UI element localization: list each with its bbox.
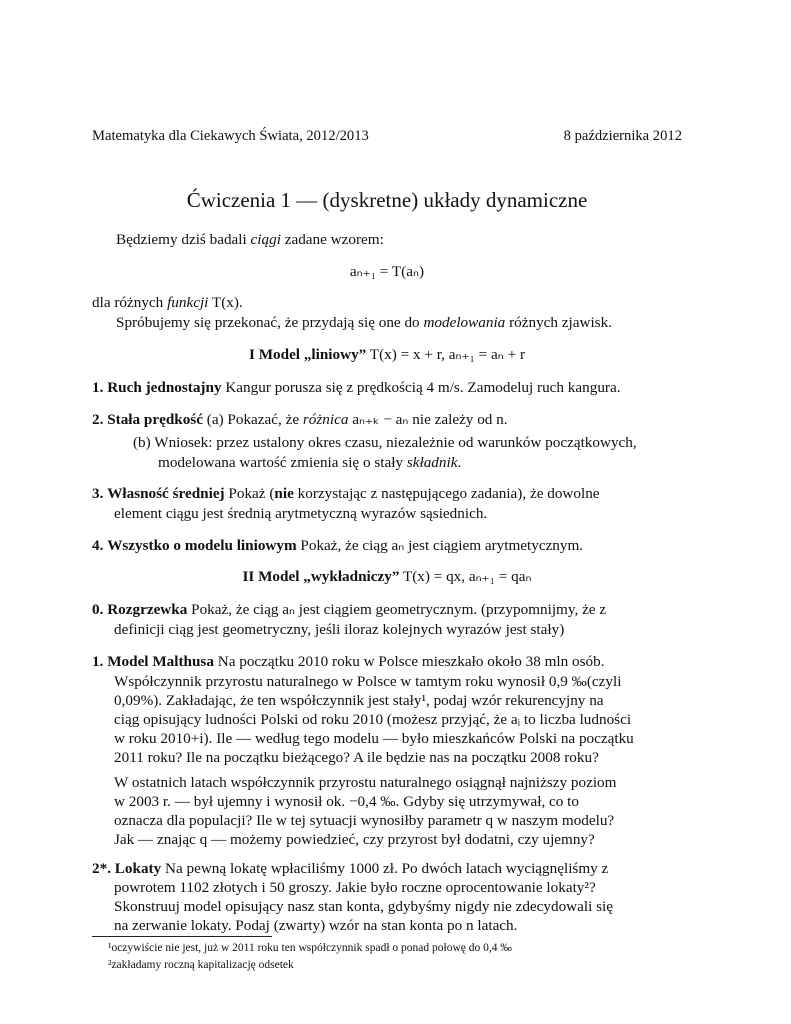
exercise-1-1 [92, 377, 682, 399]
exercise-title: Wszystko o modelu liniowym [107, 537, 297, 554]
exercise-title: Ruch jednostajny [107, 379, 222, 396]
exercise-title: Model Malthusa [107, 653, 214, 670]
exercise-2-1-p2-line: w 2003 r. — był ujemny i wynosił ok. −0,4 ‰. Gdyby się utrzymywał, co to [114, 793, 579, 810]
exercise-2-1-line: ciąg opisujący ludności Polski od roku 2010 (możesz przyjąć, że aᵢ to liczba ludności [114, 711, 632, 728]
exercise-number: 2*. [92, 860, 111, 877]
main-formula: aₙ₊₁ = T(aₙ) [349, 263, 425, 280]
exercise-title: Stała prędkość [107, 411, 203, 428]
exercise-text: Na początku 2010 roku w Polsce mieszkało około 38 mln osób. [213, 653, 605, 670]
intro-line-2 [92, 293, 243, 313]
intro-text: T(x). [208, 294, 243, 311]
exercise-number: 1. [92, 653, 104, 670]
exercise-2-2-line: powrotem 1102 złotych i 50 groszy. Jakie było roczne oprocentowanie lokaty²? [114, 879, 596, 896]
exercise-2-1 [92, 651, 682, 673]
exercise-2-0-line-2: definicji ciąg jest geometryczny, jeśli iloraz kolejnych wyrazów jest stały) [114, 621, 565, 638]
exercise-title: Rozgrzewka [107, 601, 188, 618]
exercise-italic: różnica [302, 411, 349, 428]
intro-text: Będziemy dziś badali [116, 231, 251, 248]
exercise-number: 4. [92, 537, 104, 554]
course-name: Matematyka dla Ciekawych Świata, 2012/2013 [92, 128, 369, 144]
section-formula: T(x) = qx, aₙ₊₁ = qaₙ [399, 568, 532, 585]
exercise-2-0 [92, 599, 682, 621]
date: 8 października 2012 [563, 128, 682, 144]
exercise-text: Pokaż, że ciąg aₙ jest ciągiem geometrycznym. (przypomnijmy, że z [187, 601, 607, 618]
exercise-number: 2. [92, 411, 104, 428]
exercise-text: Pokaż ( [224, 485, 275, 502]
exercise-1-2b-line-2 [158, 452, 682, 474]
intro-text: różnych zjawisk. [505, 314, 612, 331]
exercise-2-1-line: 0,09%). Zakładając, że ten współczynnik jest stały¹, podaj wzór rekurencyjny na [114, 692, 604, 709]
intro-text: dla różnych [92, 294, 168, 311]
exercise-2-2-line: Skonstruuj model opisujący nasz stan konta, gdybyśmy nigdy nie zdecydowali się [114, 898, 613, 915]
exercise-text: Na pewną lokatę wpłaciliśmy 1000 zł. Po dwóch latach wyciągnęliśmy z [161, 860, 609, 877]
footnote-divider [92, 936, 272, 937]
intro-italic: ciągi [250, 231, 281, 248]
exercise-1-2b-line-1: (b) Wniosek: przez ustalony okres czasu, niezależnie od warunków początkowych, [133, 434, 637, 451]
exercise-text: Kangur porusza się z prędkością 4 m/s. Zamodeluj ruch kangura. [221, 379, 621, 396]
exercise-1-3-line-2: element ciągu jest średnią arytmetyczną wyrazów sąsiednich. [114, 505, 488, 522]
exercise-number: 0. [92, 601, 104, 618]
footnote-2: ²zakładamy roczną kapitalizację odsetek [108, 959, 294, 971]
exercise-2-2-line: na zerwanie lokaty. Podaj (zwarty) wzór na stan konta po n latach. [114, 917, 518, 934]
exercise-text: . [457, 454, 462, 471]
page-header [92, 128, 682, 145]
exercise-1-4 [92, 535, 682, 557]
footnote-1: ¹oczywiście nie jest, już w 2011 roku ten współczynnik spadł o ponad połowę do 0,4 ‰ [108, 942, 512, 954]
exercise-bold: nie [274, 485, 294, 502]
section-heading-exponential [92, 567, 682, 586]
exercise-number: 3. [92, 485, 104, 502]
intro-italic: modelowania [423, 314, 506, 331]
exercise-2-1-p2-line: W ostatnich latach współczynnik przyrostu naturalnego osiągnął najniższy poziom [114, 774, 617, 791]
exercise-text: aₙ₊ₖ − aₙ nie zależy od n. [348, 411, 508, 428]
section-title: II Model „wykładniczy” [242, 568, 400, 585]
intro-italic: funkcji [167, 294, 209, 311]
exercise-title: Własność średniej [107, 485, 225, 502]
section-title: I Model „liniowy” [248, 346, 367, 363]
exercise-text: Pokaż, że ciąg aₙ jest ciągiem arytmetycznym. [296, 537, 584, 554]
exercise-2-1-line: Współczynnik przyrostu naturalnego w Polsce w tamtym roku wynosił 0,9 ‰(czyli [114, 673, 622, 690]
exercise-1-2 [92, 409, 682, 431]
intro-text: Spróbujemy się przekonać, że przydają się one do [116, 314, 424, 331]
exercise-number: 1. [92, 379, 104, 396]
exercise-1-3 [92, 483, 682, 505]
intro-line-3 [116, 313, 612, 333]
exercise-2-1-p2-line: oznacza dla populacji? Ile w tej sytuacji wynosiłby parametr q w naszym modelu? [114, 812, 615, 829]
exercise-text: modelowana wartość zmienia się o stały [158, 454, 407, 471]
exercise-text: korzystając z następującego zadania), że dowolne [293, 485, 600, 502]
exercise-text: (a) Pokazać, że [202, 411, 303, 428]
exercise-title: Lokaty [114, 860, 162, 877]
section-formula: T(x) = x + r, aₙ₊₁ = aₙ + r [366, 346, 526, 363]
exercise-italic: składnik [406, 454, 458, 471]
intro-text: zadane wzorem: [280, 231, 384, 248]
exercise-2-1-p2-line: Jak — znając q — możemy powiedzieć, czy przyrost był dodatni, czy ujemny? [114, 831, 595, 848]
section-heading-linear [92, 345, 682, 364]
intro-line-1 [116, 230, 384, 250]
exercise-2-1-line: w roku 2010+i). Ile — według tego modelu — było mieszkańców Polski na początku [114, 730, 634, 747]
page-title: Ćwiczenia 1 — (dyskretne) układy dynamiczne [186, 188, 588, 212]
exercise-2-1-line: 2011 roku? Ile na początku bieżącego? A ile będzie nas na początku 2008 roku? [114, 749, 599, 766]
